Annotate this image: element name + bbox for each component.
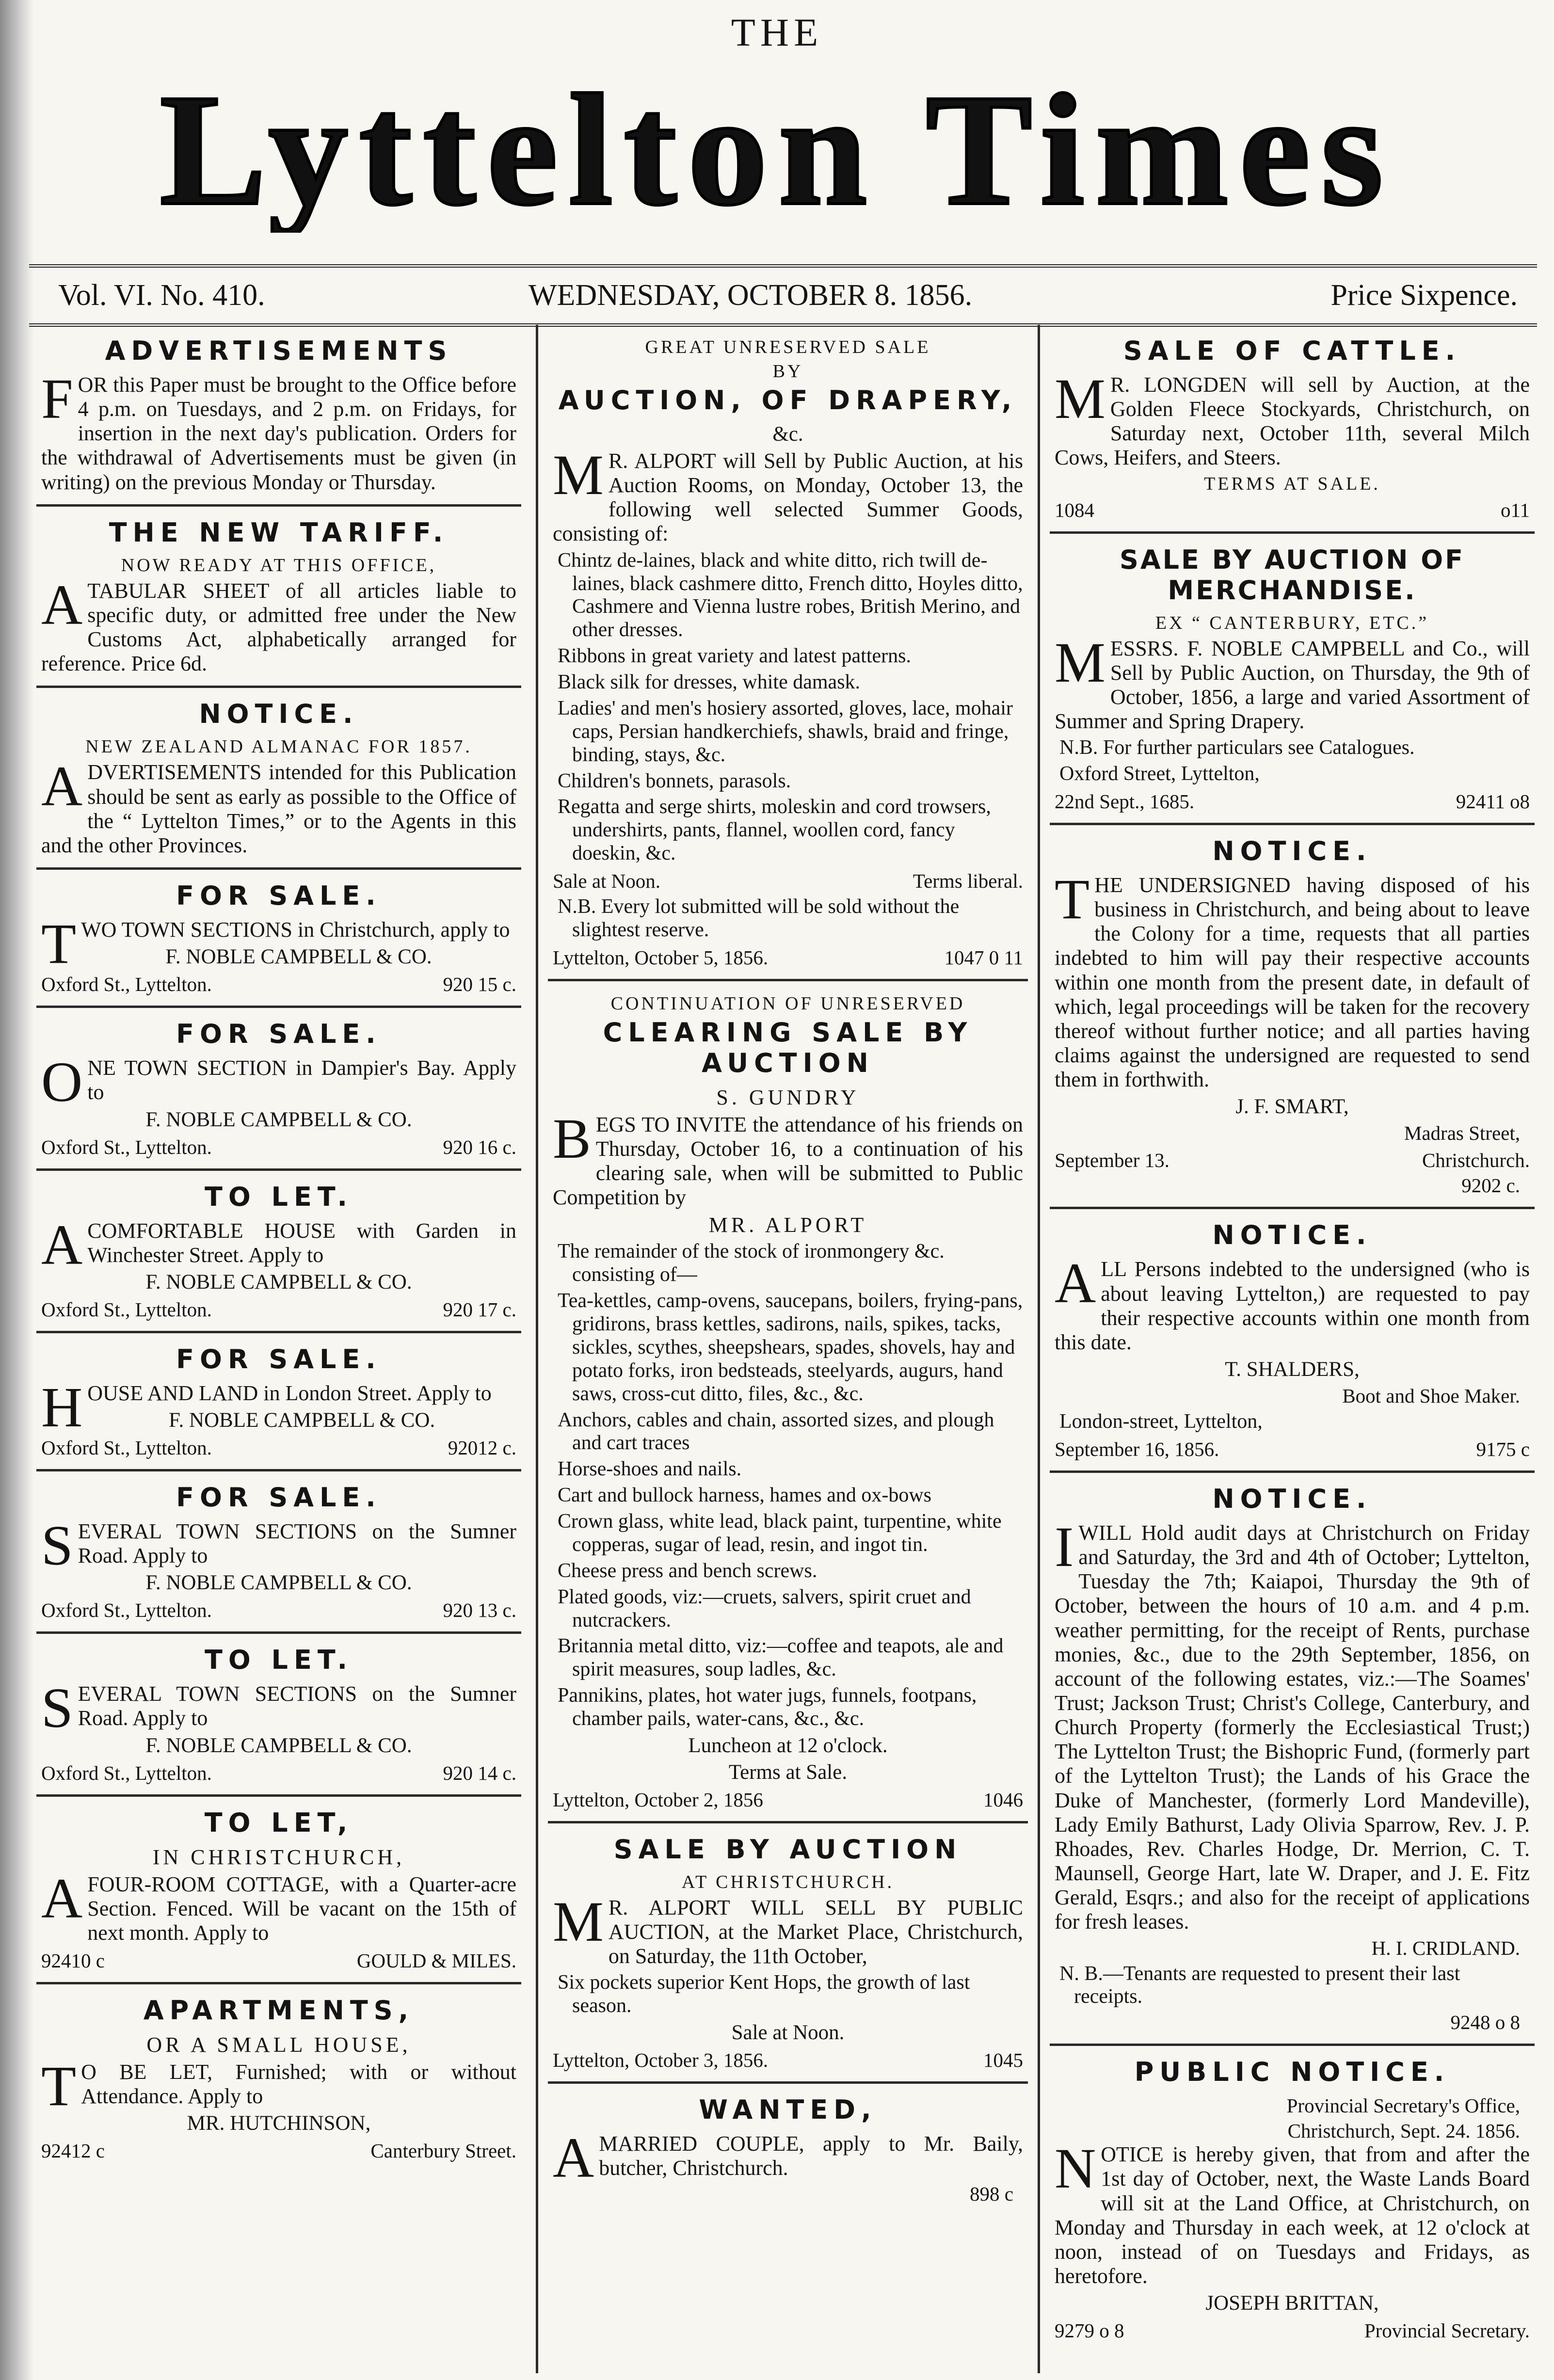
ad-footer bbox=[41, 2139, 516, 2162]
ad-ref: 920 14 c. bbox=[443, 1761, 516, 1784]
ad-heading: TO LET. bbox=[205, 1181, 353, 1212]
ad-ref: 920 13 c. bbox=[443, 1599, 516, 1622]
ad-date: 22nd Sept., 1685. bbox=[1055, 790, 1195, 813]
ad-heading: FOR SALE. bbox=[176, 1019, 382, 1050]
ad-body: MR. LONGDEN will sell by Auction, at the Golden Fleece Stockyards, Christchurch, on Saturday next, October 11th, several Milch Cows, Heifers, and Steers. bbox=[1055, 367, 1530, 470]
ad-body: TO BE LET, Furnished; with or without Attendance. Apply to bbox=[41, 2054, 516, 2118]
ad-to-let-sumner-road bbox=[36, 1634, 521, 1796]
ad-ref: 920 15 c. bbox=[443, 973, 516, 996]
ad-body: ALL Persons indebted to the undersigned (who is about leaving Lyttelton,) are requested to pay their respective accounts within one month from this date. bbox=[1055, 1251, 1530, 1354]
ad-luncheon: Luncheon at 12 o'clock. bbox=[688, 1734, 888, 1757]
masthead-title-logo bbox=[15, 58, 1539, 233]
ad-body: TWO TOWN SECTIONS in Christchurch, apply to bbox=[41, 912, 510, 976]
ad-signatory: T. SHALDERS, bbox=[1225, 1358, 1360, 1381]
ad-ref: 92412 c bbox=[41, 2140, 105, 2162]
ad-to-let-cottage bbox=[36, 1797, 521, 1984]
ad-heading: FOR SALE. bbox=[176, 1343, 382, 1374]
ad-footer bbox=[41, 1949, 516, 1972]
ad-ref: 92012 c. bbox=[448, 1436, 516, 1459]
ad-signatory: H. I. CRIDLAND. bbox=[1371, 1936, 1520, 1959]
ad-address: Oxford St., Lyttelton. bbox=[41, 1761, 212, 1784]
ad-body: MR. ALPORT will Sell by Public Auction, at his Auction Rooms, on Monday, October 13, the following well selected Summer Goods, consisting of: bbox=[553, 443, 1023, 546]
ad-intro: The remainder of the stock of ironmongery &c. consisting of— bbox=[558, 1240, 945, 1286]
ad-place: Christchurch. bbox=[1422, 1149, 1530, 1172]
ad-signatory: JOSEPH BRITTAN, bbox=[1205, 2292, 1379, 2315]
ad-agent: F. NOBLE CAMPBELL & CO. bbox=[145, 1571, 412, 1595]
ad-title: Provincial Secretary. bbox=[1364, 2319, 1530, 2342]
ad-nb: N. B.—Tenants are requested to present their last receipts. bbox=[1059, 1962, 1460, 2008]
ad-body: AFOUR-ROOM COTTAGE, with a Quarter-acre Section. Fenced. Will be vacant on the 15th of next month. Apply to bbox=[41, 1866, 516, 1945]
list-item: Ribbons in great variety and latest patterns. bbox=[558, 645, 911, 668]
ad-by: BY bbox=[772, 361, 803, 382]
ad-sale-time: Sale at Noon. bbox=[731, 2021, 845, 2045]
ad-footer bbox=[553, 2048, 1023, 2072]
ad-for-sale-dampiers-bay bbox=[36, 1008, 521, 1170]
ad-terms: Terms at Sale. bbox=[728, 1760, 848, 1784]
ad-heading: SALE BY AUCTION bbox=[613, 1834, 962, 1865]
ad-heading: WANTED, bbox=[699, 2094, 877, 2125]
list-item: Cheese press and bench screws. bbox=[558, 1559, 817, 1582]
ad-heading: AUCTION, OF DRAPERY, bbox=[558, 385, 1018, 415]
dateline-bar bbox=[29, 264, 1537, 327]
ad-agent: F. NOBLE CAMPBELL & CO. bbox=[165, 945, 432, 969]
ad-subheading: EX “ CANTERBURY, ETC.” bbox=[1155, 612, 1429, 633]
ad-footer bbox=[41, 1761, 516, 1785]
ad-heading: TO LET, bbox=[204, 1807, 353, 1838]
ad-address: Oxford Street, Lyttelton, bbox=[1059, 763, 1260, 785]
ad-address: Oxford St., Lyttelton. bbox=[41, 1599, 212, 1622]
ad-ref: 92411 o8 bbox=[1456, 790, 1530, 813]
ad-footer bbox=[553, 1788, 1023, 1811]
ad-apartments bbox=[36, 1984, 521, 2172]
ad-body: HOUSE AND LAND in London Street. Apply to bbox=[41, 1375, 492, 1439]
list-item: Britannia metal ditto, viz:—coffee and teapots, ale and spirit measures, soup ladles, &c. bbox=[558, 1635, 1004, 1681]
ad-nb: N.B. For further particulars see Catalogues. bbox=[1059, 736, 1415, 759]
ad-heading: TO LET. bbox=[205, 1645, 353, 1676]
ad-pre-heading: CONTINUATION OF UNRESERVED bbox=[610, 993, 965, 1014]
ad-footer bbox=[41, 973, 516, 996]
ad-footer bbox=[1055, 790, 1530, 813]
ad-advertisements bbox=[36, 325, 521, 507]
ad-body: THE UNDERSIGNED having disposed of his business in Christchurch, and being about to leave the Colony for a time, requests that all parties indebted to him will pay their respective accounts within one month from the present date, in default of which, legal proceedings will be taken for the recovery thereof without further notice; and all parties having claims against the undersigned are requested to send them in forthwith. bbox=[1055, 867, 1530, 1092]
ad-ref: 898 c bbox=[970, 2183, 1013, 2205]
ad-heading: THE NEW TARIFF. bbox=[109, 517, 449, 548]
ad-address: Madras Street, bbox=[1404, 1122, 1520, 1145]
ad-ref: 9248 o 8 bbox=[1450, 2011, 1520, 2034]
ad-for-sale-london-street bbox=[36, 1333, 521, 1471]
ad-footer bbox=[41, 1436, 516, 1459]
issue-price: Price Sixpence. bbox=[1330, 279, 1518, 312]
ad-ref: 92410 c bbox=[41, 1949, 105, 1972]
volume-number: Vol. VI. No. 410. bbox=[58, 279, 265, 312]
list-item: Pannikins, plates, hot water jugs, funnels, footpans, chamber pails, water-cans, &c., &c. bbox=[558, 1684, 977, 1730]
list-item: Black silk for dresses, white damask. bbox=[558, 671, 861, 693]
list-item: Anchors, cables and chain, assorted sizes, and plough and cart traces bbox=[558, 1408, 994, 1454]
ad-heading: FOR SALE. bbox=[176, 1482, 382, 1513]
ad-notice-shalders bbox=[1050, 1209, 1535, 1473]
ad-new-tariff bbox=[36, 507, 521, 688]
ad-heading: NOTICE. bbox=[1212, 1220, 1372, 1251]
sale-terms: Terms liberal. bbox=[913, 870, 1023, 892]
ad-auctioneer: MR. ALPORT bbox=[708, 1213, 867, 1237]
ad-date: September 13. bbox=[1055, 1149, 1170, 1172]
svg-text:Lyttelton Times: Lyttelton Times bbox=[160, 62, 1394, 233]
ad-etc: &c. bbox=[772, 423, 803, 446]
ad-notice-cridland bbox=[1050, 1473, 1535, 2046]
ad-sale-terms bbox=[553, 869, 1023, 893]
ad-terms: TERMS AT SALE. bbox=[1204, 473, 1380, 494]
ad-body: ONE TOWN SECTION in Dampier's Bay. Apply to bbox=[41, 1050, 516, 1114]
ad-agent: F. NOBLE CAMPBELL & CO. bbox=[145, 1270, 412, 1294]
ad-footer bbox=[1055, 1438, 1530, 1461]
ad-office: Provincial Secretary's Office, bbox=[1286, 2094, 1520, 2117]
ad-date: Christchurch, Sept. 24. 1856. bbox=[1287, 2120, 1520, 2142]
ad-heading: NOTICE. bbox=[1212, 1483, 1372, 1514]
ad-body: ADVERTISEMENTS intended for this Publication should be sent as early as possible to the Office of the “ Lyttelton Times,” or to the Agents in this and the other Provinces. bbox=[41, 754, 516, 857]
list-item: Crown glass, white lead, black paint, turpentine, white copperas, sugar of lead, resin, and ingot tin. bbox=[558, 1510, 1002, 1556]
ad-merchandise-auction bbox=[1050, 534, 1535, 825]
ad-body: SEVERAL TOWN SECTIONS on the Sumner Road. Apply to bbox=[41, 1513, 516, 1577]
ad-heading: SALE OF CATTLE. bbox=[1123, 335, 1461, 366]
ad-date: Lyttelton, October 3, 1856. bbox=[553, 2049, 769, 2072]
ad-address: Oxford St., Lyttelton. bbox=[41, 1436, 212, 1459]
ad-heading: PUBLIC NOTICE. bbox=[1134, 2057, 1450, 2088]
ad-ref: 9202 c. bbox=[1461, 1174, 1520, 1197]
column-right bbox=[1050, 325, 1535, 2373]
list-item: Regatta and serge shirts, moleskin and cord trowsers, undershirts, pants, flannel, woollen cord, fancy doeskin, &c. bbox=[558, 796, 991, 865]
ad-subheading: NOW READY AT THIS OFFICE, bbox=[121, 555, 437, 575]
ad-body: MESSRS. F. NOBLE CAMPBELL and Co., will Sell by Public Auction, on Thursday, the 9th of October, 1856, a large and varied Assortment of Summer and Spring Drapery. bbox=[1055, 630, 1530, 734]
ad-agent: F. NOBLE CAMPBELL & CO. bbox=[145, 1734, 412, 1757]
ad-subheading: OR A SMALL HOUSE, bbox=[146, 2033, 411, 2057]
ad-footer bbox=[41, 1298, 516, 1321]
ad-body: AMARRIED COUPLE, apply to Mr. Baily, butcher, Christchurch. bbox=[553, 2126, 1023, 2190]
ad-body: SEVERAL TOWN SECTIONS on the Sumner Road. Apply to bbox=[41, 1676, 516, 1740]
ad-address: Oxford St., Lyttelton. bbox=[41, 1135, 212, 1158]
ad-signatory: J. F. SMART, bbox=[1235, 1095, 1349, 1118]
ad-date: Lyttelton, October 5, 1856. bbox=[553, 946, 769, 969]
ad-christchurch-auction bbox=[548, 1823, 1028, 2084]
ad-body: BEGS TO INVITE the attendance of his friends on Thursday, October 16, to a continuation of his clearing sale, when will be submitted to Public Competition by bbox=[553, 1106, 1023, 1210]
ad-heading: NOTICE. bbox=[1212, 836, 1372, 866]
ad-clearing-sale bbox=[548, 981, 1028, 1823]
list-item: Tea-kettles, camp-ovens, saucepans, boilers, frying-pans, gridirons, brass kettles, sadirons, nails, spikes, tacks, sickles, scythes, sheepshears, spades, shovels, hay and potato forks, iron bedsteads, steelyards, augurs, hand saws, cross-cut ditto, files, &c., &c. bbox=[558, 1290, 1023, 1405]
list-item: Children's bonnets, parasols. bbox=[558, 769, 791, 792]
list-item: Chintz de-laines, black and white ditto, rich twill de-laines, black cashmere ditto, French ditto, Hoyles ditto, Cashmere and Vienna lustre robes, British Merino, and other dresses. bbox=[558, 549, 1023, 641]
ad-ref: 920 17 c. bbox=[443, 1298, 516, 1321]
ad-address: London-street, Lyttelton, bbox=[1059, 1410, 1263, 1433]
ad-heading: NOTICE. bbox=[199, 699, 359, 730]
ad-agent: GOULD & MILES. bbox=[356, 1949, 516, 1972]
ad-address: Oxford St., Lyttelton. bbox=[41, 1298, 212, 1321]
ad-trade: Boot and Shoe Maker. bbox=[1342, 1385, 1520, 1407]
issue-date: WEDNESDAY, OCTOBER 8. 1856. bbox=[529, 279, 973, 312]
ad-body: NOTICE is hereby given, that from and after the 1st day of October, next, the Waste Lands Board will sit at the Land Office, at Christchurch, on Monday and Thursday in each week, at 12 o'clock at noon, instead of on Tuesdays and Fridays, as heretofore. bbox=[1055, 2137, 1530, 2288]
masthead-the: THE bbox=[731, 10, 823, 54]
ad-footer bbox=[1055, 1149, 1530, 1172]
ad-ref: 1045 bbox=[983, 2049, 1023, 2072]
ad-ref: 9175 c bbox=[1476, 1438, 1530, 1460]
ad-body: ACOMFORTABLE HOUSE with Garden in Winchester Street. Apply to bbox=[41, 1213, 516, 1277]
ad-body: ATABULAR SHEET of all articles liable to specific duty, or admitted free under the New Customs Act, alphabetically arranged for reference. Price 6d. bbox=[41, 573, 516, 676]
ad-for-sale-christchurch bbox=[36, 870, 521, 1008]
ad-notice-smart bbox=[1050, 825, 1535, 1209]
ad-body: MR. ALPORT WILL SELL BY PUBLIC AUCTION, at the Market Place, Christchurch, on Saturday, the 11th October, bbox=[553, 1889, 1023, 1968]
ad-footer bbox=[1055, 2319, 1530, 2342]
ad-agent: F. NOBLE CAMPBELL & CO. bbox=[145, 1108, 412, 1131]
ad-for-sale-sumner-road bbox=[36, 1471, 521, 1634]
ad-heading: FOR SALE. bbox=[176, 880, 382, 911]
list-item: Ladies' and men's hosiery assorted, gloves, lace, mohair caps, Persian handkerchiefs, shawls, braid and fringe, binding, stays, &c. bbox=[558, 697, 1013, 766]
ad-footer bbox=[41, 1598, 516, 1622]
ad-ref: 9279 o 8 bbox=[1055, 2319, 1124, 2342]
ad-wanted bbox=[548, 2084, 1028, 2215]
ad-to-let-winchester bbox=[36, 1171, 521, 1333]
column-left bbox=[36, 325, 521, 2373]
ad-nb: N.B. Every lot submitted will be sold without the slightest reserve. bbox=[558, 895, 960, 941]
ad-drapery-auction bbox=[548, 325, 1028, 981]
column-rule bbox=[1038, 325, 1040, 2373]
ad-subheading: NEW ZEALAND ALMANAC FOR 1857. bbox=[85, 736, 472, 757]
ad-body: IWILL Hold audit days at Christchurch on Friday and Saturday, the 3rd and 4th of October; Lyttelton, Tuesday the 7th; Kaiapoi, Thursday the 9th of October, between the hours of 10 a.m. and 4 p.m. weather permitting, for the receipt of Rents, purchase monies, &c., due to the 29th September, 1856, on account of the following estates, viz.:—The Soames' Trust; Jackson Trust; Christ's College, Canterbury, and Church Property (formerly the Ecclesiastical Trust;) The Lyttelton Trust; the Bishopric Fund, (formerly part of the Lyttelton Trust); the Lands of his Grace the Duke of Manchester, (formerly Lord Mandeville), Lady Emily Bathurst, Lady Olivia Sparrow, Rev. J. P. Rhoades, Rev. Charles Hodge, Dr. Merrion, C. T. Maunsell, George Hart, late W. Draper, and J. E. Fitz Gerald, Esqrs.; and also for the receipt of applications for fresh leases. bbox=[1055, 1515, 1530, 1934]
list-item: Cart and bullock harness, hames and ox-bows bbox=[558, 1484, 931, 1507]
ad-public-notice bbox=[1050, 2046, 1535, 2352]
ad-address: Canterbury Street. bbox=[370, 2140, 516, 2162]
ad-ref: 1046 bbox=[983, 1788, 1023, 1811]
masthead-logo-graphic bbox=[15, 58, 1539, 233]
ad-ref: 1047 0 11 bbox=[944, 946, 1023, 969]
ad-ref-code: o11 bbox=[1501, 498, 1530, 521]
list-item: Six pockets superior Kent Hops, the growth of last season. bbox=[558, 1971, 970, 2017]
ad-agent: MR. HUTCHINSON, bbox=[187, 2112, 371, 2135]
list-item: Horse-shoes and nails. bbox=[558, 1458, 742, 1481]
ad-pre-heading: GREAT UNRESERVED SALE bbox=[645, 337, 931, 357]
ad-ref: 920 16 c. bbox=[443, 1135, 516, 1158]
ad-subheading: AT CHRISTCHURCH. bbox=[681, 1871, 895, 1892]
ad-advertiser: S. GUNDRY bbox=[716, 1085, 860, 1109]
column-middle bbox=[548, 325, 1028, 2373]
ad-footer bbox=[1055, 498, 1530, 522]
ad-ref: 1084 bbox=[1055, 498, 1094, 521]
ad-address: Oxford St., Lyttelton. bbox=[41, 973, 212, 996]
ad-footer bbox=[553, 946, 1023, 969]
ad-heading: APARTMENTS, bbox=[143, 1995, 415, 2026]
ad-heading: SALE BY AUCTION OF MERCHANDISE. bbox=[1119, 544, 1465, 606]
column-rule bbox=[536, 325, 538, 2373]
ad-almanac-notice bbox=[36, 688, 521, 870]
ad-subheading: IN CHRISTCHURCH, bbox=[152, 1845, 405, 1869]
list-item: Plated goods, viz:—cruets, salvers, spirit cruet and nutcrackers. bbox=[558, 1585, 971, 1631]
ad-agent: F. NOBLE CAMPBELL & CO. bbox=[168, 1408, 435, 1432]
ad-footer bbox=[41, 1135, 516, 1159]
ad-date: Lyttelton, October 2, 1856 bbox=[553, 1788, 763, 1811]
ad-heading: ADVERTISEMENTS bbox=[105, 335, 453, 366]
ad-body: FOR this Paper must be brought to the Office before 4 p.m. on Tuesdays, and 2 p.m. on Fridays, for insertion in the next day's publication. Orders for the withdrawal of Advertisements must be given (in writing) on the previous Monday or Thursday. bbox=[41, 367, 516, 494]
sale-time: Sale at Noon. bbox=[553, 870, 661, 892]
ad-date: September 16, 1856. bbox=[1055, 1438, 1219, 1460]
ad-sale-of-cattle bbox=[1050, 325, 1535, 534]
ad-heading: CLEARING SALE BY AUCTION bbox=[603, 1017, 973, 1078]
scan-edge-shadow bbox=[0, 0, 34, 2380]
